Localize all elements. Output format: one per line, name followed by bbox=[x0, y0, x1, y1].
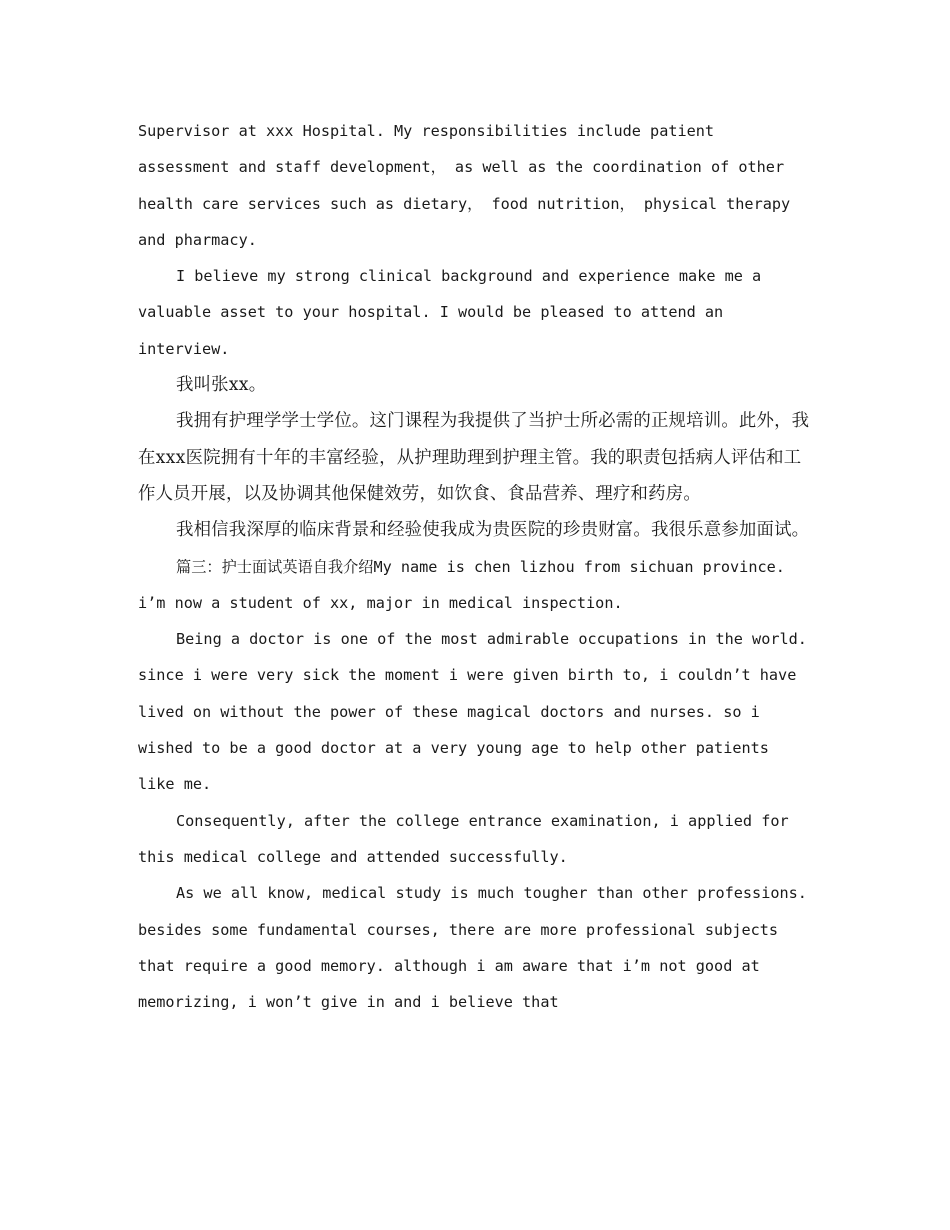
paragraph-consequently: Consequently, after the college entrance examination, i applied for this medical college and attended successfully. bbox=[138, 811, 789, 866]
paragraph-asset-zh: 我相信我深厚的临床背景和经验使我成为贵医院的珍贵财富。我很乐意参加面试。 bbox=[176, 520, 810, 541]
paragraph-clinical-background: I believe my strong clinical background and experience make me a valuable asset to your hospital. I would be pleased to attend an interview. bbox=[138, 267, 762, 358]
document-body bbox=[138, 113, 812, 1020]
paragraph-degree-zh: 我拥有护理学学士学位。这门课程为我提供了当护士所必需的正规培训。此外，我在xxx医院拥有十年的丰富经验，从护理助理到护理主管。我的职责包括病人评估和工作人员开展，以及协调其他保健效劳，如饮食、食品营养、理疗和药房。 bbox=[138, 411, 810, 504]
paragraph-medical-study: As we all know, medical study is much tougher than other professions. besides some fundamental courses, there are more professional subjects that require a good memory. although i am aware that i’m not good at memorizing, i won’t give in and i believe that bbox=[138, 884, 807, 1012]
paragraph-supervisor-continuation: Supervisor at xxx Hospital. My responsibilities include patient assessment and staff development， as well as the coordination of other health care services such as dietary， food nutrition， physical therapy and pharmacy. bbox=[138, 122, 791, 249]
paragraph-section-three-intro: 篇三：护士面试英语自我介绍My name is chen lizhou from sichuan province. i’m now a student of xx, major in medical inspection. bbox=[138, 557, 785, 612]
paragraph-name-zh: 我叫张xx。 bbox=[176, 375, 267, 396]
paragraph-being-a-doctor: Being a doctor is one of the most admirable occupations in the world. since i were very sick the moment i were given birth to, i couldn’t have lived on without the power of these magical doctors and nurses. so i wished to be a good doctor at a very young age to help other patients like me. bbox=[138, 630, 807, 794]
